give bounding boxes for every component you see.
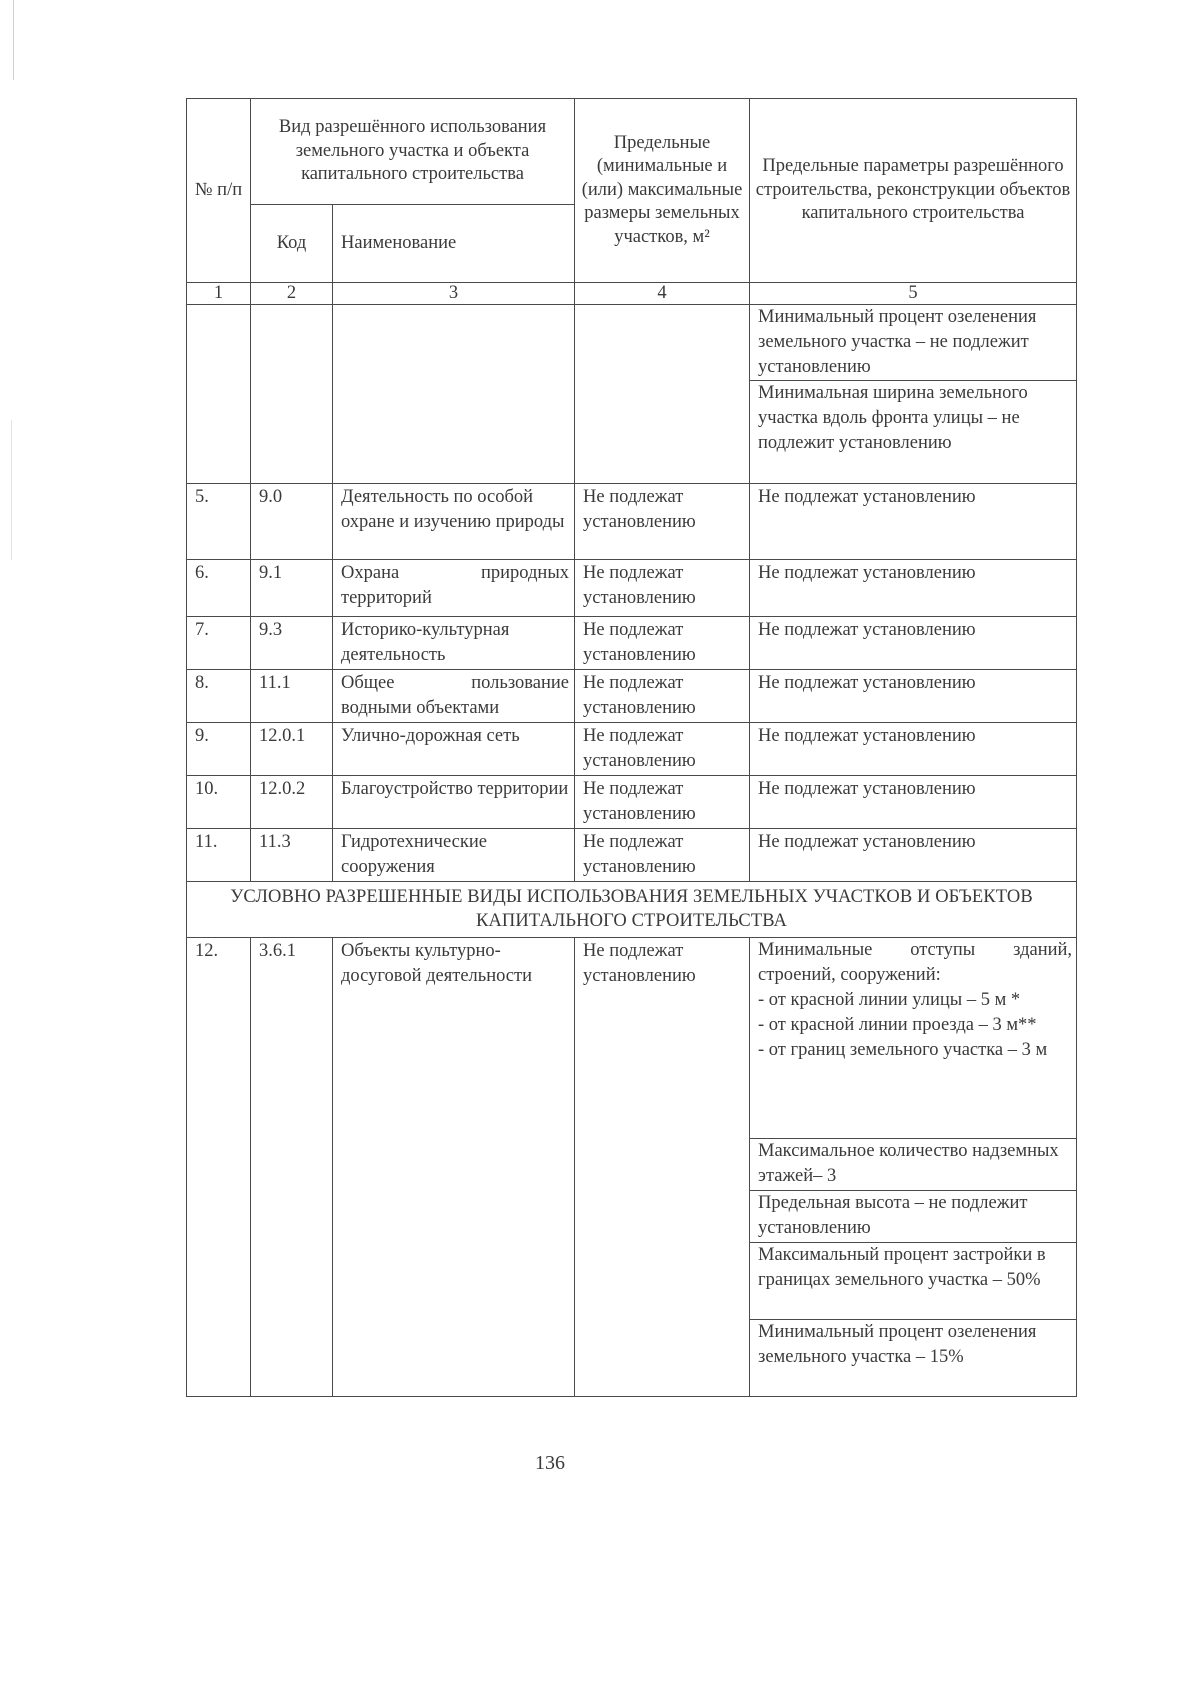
column-number: 3 bbox=[333, 283, 575, 305]
column-number: 1 bbox=[187, 283, 251, 305]
table-row bbox=[187, 723, 1077, 776]
row-number: 6. bbox=[187, 560, 251, 617]
table-row bbox=[187, 938, 1077, 1397]
page-number: 136 bbox=[535, 1452, 565, 1474]
row-name: Общее пользование водными объектами bbox=[333, 670, 575, 723]
row-params: Не подлежат установлению bbox=[750, 560, 1077, 617]
row-number: 12. bbox=[187, 938, 251, 1397]
header-code: Код bbox=[251, 205, 333, 283]
max-coverage: Максимальный процент застройки в границах земельного участка – 50% bbox=[750, 1243, 1076, 1320]
table-row bbox=[187, 484, 1077, 560]
row-code: 12.0.2 bbox=[251, 776, 333, 829]
table-row bbox=[187, 829, 1077, 882]
row-params: Не подлежат установлению bbox=[750, 617, 1077, 670]
table-row bbox=[187, 617, 1077, 670]
scan-edge-mark bbox=[11, 420, 12, 560]
row-code: 9.0 bbox=[251, 484, 333, 560]
row-code: 3.6.1 bbox=[251, 938, 333, 1397]
row-size: Не подлежат установлению bbox=[575, 829, 750, 882]
row-number: 10. bbox=[187, 776, 251, 829]
row-name: Деятельность по особой охране и изучению природы bbox=[333, 484, 575, 560]
table-row bbox=[187, 305, 1077, 484]
setbacks-cell bbox=[750, 938, 1076, 1139]
column-number: 5 bbox=[750, 283, 1077, 305]
row-size: Не подлежат установлению bbox=[575, 723, 750, 776]
row-name: Объекты культурно-досуговой деятельности bbox=[333, 938, 575, 1397]
table-row bbox=[187, 560, 1077, 617]
param-cell: Минимальный процент озеленения земельного участка – не подлежит установлению bbox=[750, 305, 1076, 381]
row-number: 5. bbox=[187, 484, 251, 560]
row-params: Не подлежат установлению bbox=[750, 670, 1077, 723]
row-size: Не подлежат установлению bbox=[575, 617, 750, 670]
row-number: 9. bbox=[187, 723, 251, 776]
row-code: 11.3 bbox=[251, 829, 333, 882]
row-params: Не подлежат установлению bbox=[750, 484, 1077, 560]
row-size: Не подлежат установлению bbox=[575, 776, 750, 829]
table-row bbox=[187, 670, 1077, 723]
row-size: Не подлежат установлению bbox=[575, 484, 750, 560]
row-size: Не подлежат установлению bbox=[575, 560, 750, 617]
scan-edge-mark bbox=[13, 0, 14, 80]
setbacks-title: Минимальные отступы зданий, строений, сооружений: bbox=[758, 940, 1073, 985]
max-height: Предельная высота – не подлежит установлению bbox=[750, 1191, 1076, 1243]
row-name: Гидротехнические сооружения bbox=[333, 829, 575, 882]
section-title: УСЛОВНО РАЗРЕШЕННЫЕ ВИДЫ ИСПОЛЬЗОВАНИЯ ЗЕМЕЛЬНЫХ УЧАСТКОВ И ОБЪЕКТОВ КАПИТАЛЬНОГО СТРОИТЕЛЬСТВА bbox=[187, 882, 1077, 938]
header-parameters: Предельные параметры разрешённого строительства, реконструкции объектов капитального строительства bbox=[750, 99, 1077, 283]
row-name: Историко-культурная деятельность bbox=[333, 617, 575, 670]
row-name: Благоустройство территории bbox=[333, 776, 575, 829]
header-use-type: Вид разрешённого использования земельного участка и объекта капитального строительства bbox=[251, 99, 575, 205]
row-size: Не подлежат установлению bbox=[575, 938, 750, 1397]
column-number: 2 bbox=[251, 283, 333, 305]
row-params: Не подлежат установлению bbox=[750, 723, 1077, 776]
min-greening: Минимальный процент озеленения земельного участка – 15% bbox=[758, 1322, 1037, 1367]
land-use-table bbox=[186, 98, 1077, 1397]
setback-passage: - от красной линии проезда – 3 м** bbox=[758, 1015, 1037, 1035]
header-name: Наименование bbox=[333, 205, 575, 283]
row-code: 9.1 bbox=[251, 560, 333, 617]
row-number: 7. bbox=[187, 617, 251, 670]
table-row bbox=[187, 776, 1077, 829]
row-number: 11. bbox=[187, 829, 251, 882]
row-code: 9.3 bbox=[251, 617, 333, 670]
header-plot-sizes: Предельные (минимальные и (или) максимальные размеры земельных участков, м² bbox=[575, 99, 750, 283]
setback-border: - от границ земельного участка – 3 м bbox=[758, 1040, 1048, 1060]
header-num: № п/п bbox=[187, 99, 251, 283]
row-size: Не подлежат установлению bbox=[575, 670, 750, 723]
row-params: Не подлежат установлению bbox=[750, 776, 1077, 829]
setback-street: - от красной линии улицы – 5 м * bbox=[758, 990, 1021, 1010]
row-params: Не подлежат установлению bbox=[750, 829, 1077, 882]
param-cell: Минимальная ширина земельного участка вдоль фронта улицы – не подлежит установлению bbox=[758, 383, 1028, 453]
row-code: 12.0.1 bbox=[251, 723, 333, 776]
row-code: 11.1 bbox=[251, 670, 333, 723]
max-floors: Максимальное количество надземных этажей– 3 bbox=[750, 1139, 1076, 1191]
column-number: 4 bbox=[575, 283, 750, 305]
row-name: Улично-дорожная сеть bbox=[333, 723, 575, 776]
row-name: Охрана природных территорий bbox=[333, 560, 575, 617]
row-number: 8. bbox=[187, 670, 251, 723]
